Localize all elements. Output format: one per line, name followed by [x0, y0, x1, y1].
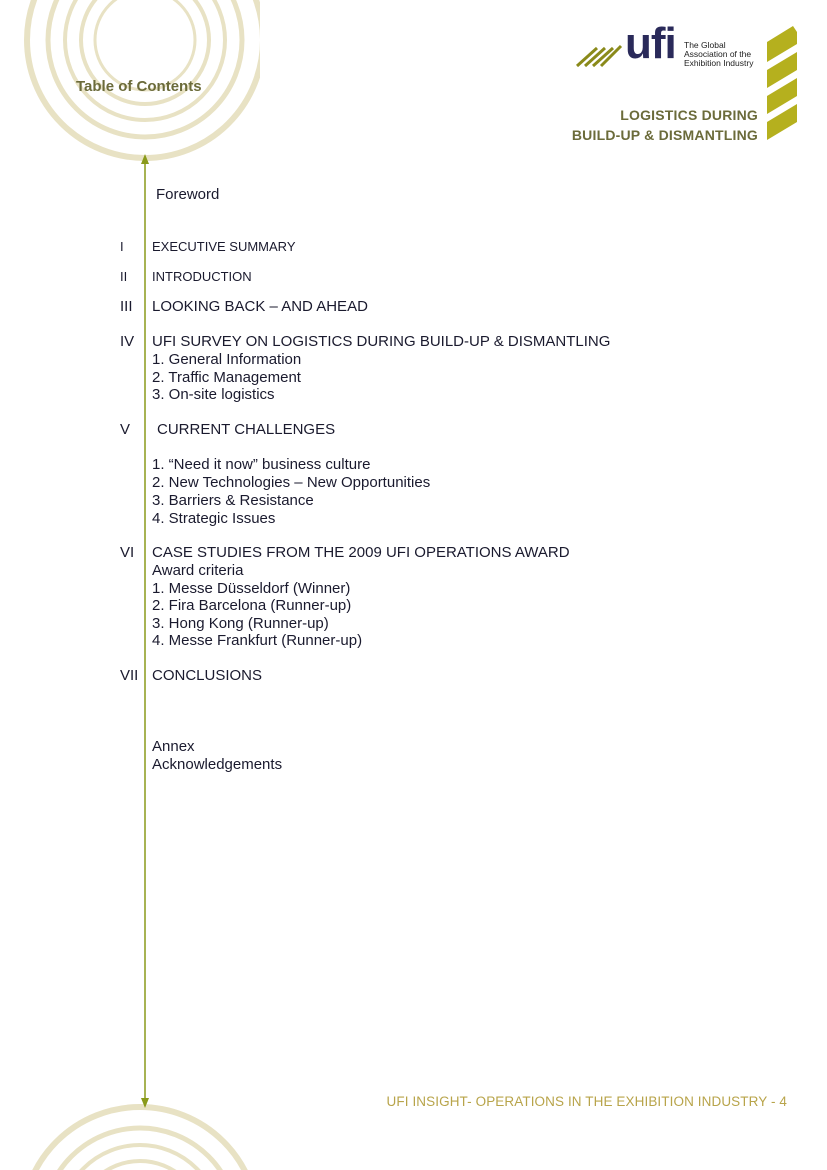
logo-swoosh-icon	[575, 38, 627, 68]
section-title: EXECUTIVE SUMMARY	[152, 239, 296, 254]
logo-bars-icon	[763, 26, 799, 144]
subsection-item: 3. On-site logistics	[152, 386, 275, 403]
subsection-item: 2. Fira Barcelona (Runner-up)	[152, 597, 352, 614]
subsection-item: 2. New Technologies – New Opportunities	[152, 474, 431, 491]
logo-tagline-line: Exhibition Industry	[684, 58, 754, 68]
section-title: LOOKING BACK – AND AHEAD	[152, 298, 368, 315]
section-number: VII	[120, 667, 139, 684]
logo-tagline-line: Association of the	[684, 49, 752, 59]
subsection-item: 2. Traffic Management	[152, 368, 301, 386]
toc-title: Table of Contents	[76, 78, 202, 95]
section-title: CONCLUSIONS	[152, 667, 263, 684]
logo-tagline	[684, 41, 753, 68]
subsection-item: 1. General Information	[152, 351, 302, 368]
section-number: I	[120, 239, 124, 254]
subsection-item: 1. Messe Düsseldorf (Winner)	[152, 579, 351, 597]
section-title: INTRODUCTION	[152, 269, 252, 284]
subsection-item: 4. Messe Frankfurt (Runner-up)	[152, 632, 363, 649]
toc-foreword: Foreword	[156, 186, 220, 203]
subsection-item: 3. Hong Kong (Runner-up)	[152, 614, 329, 632]
subsection-item: Award criteria	[152, 562, 244, 579]
logo-tagline-line: The Global	[684, 40, 726, 50]
section-title: CURRENT CHALLENGES	[157, 421, 336, 438]
subsection-item: 1. “Need it now” business culture	[152, 456, 371, 473]
decorative-rings-bottom	[0, 1090, 260, 1170]
subsection-item: 3. Barriers & Resistance	[152, 491, 314, 509]
section-number: VI	[120, 544, 135, 561]
page-footer: UFI INSIGHT- OPERATIONS IN THE EXHIBITION INDUSTRY - 4	[386, 1094, 787, 1109]
logo-wordmark: ufi	[625, 19, 676, 68]
section-number: IV	[120, 333, 135, 350]
section-title: UFI SURVEY ON LOGISTICS DURING BUILD-UP & DISMANTLING	[152, 333, 611, 350]
vertical-rule	[138, 152, 152, 1112]
section-title: CASE STUDIES FROM THE 2009 UFI OPERATIONS AWARD	[152, 544, 570, 561]
section-number: III	[120, 298, 133, 315]
document-title	[572, 105, 758, 145]
toc-annex: Annex	[152, 738, 195, 755]
section-number: V	[120, 421, 131, 438]
document-title-line1: LOGISTICS DURING	[620, 107, 758, 123]
document-title-line2: BUILD-UP & DISMANTLING	[571, 127, 758, 143]
subsection-item: 4. Strategic Issues	[152, 509, 276, 527]
toc-acknowledgements: Acknowledgements	[152, 756, 283, 773]
section-number: II	[120, 269, 128, 284]
